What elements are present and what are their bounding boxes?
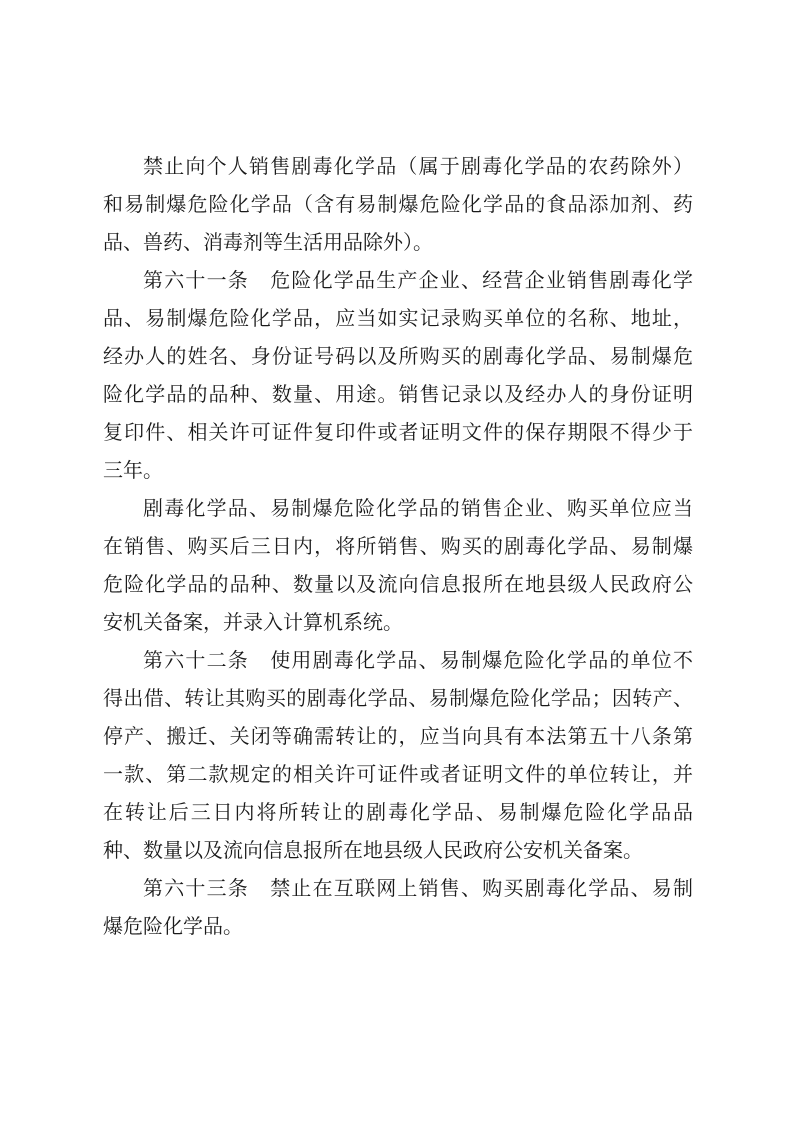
paragraph-line: 得出借、转让其购买的剧毒化学品、易制爆危险化学品；因转产、 [103,686,693,710]
paragraph-line: 在销售、购买后三日内，将所销售、购买的剧毒化学品、易制爆 [103,534,693,558]
paragraph-line: 第六十二条 使用剧毒化学品、易制爆危险化学品的单位不 [143,648,693,672]
paragraph-line: 品、兽药、消毒剂等生活用品除外）。 [103,230,433,254]
paragraph-line: 险化学品的品种、数量、用途。销售记录以及经办人的身份证明 [103,382,693,406]
paragraph-line: 爆危险化学品。 [103,914,243,938]
paragraph-line: 剧毒化学品、易制爆危险化学品的销售企业、购买单位应当 [143,496,693,520]
document-body [103,147,693,945]
paragraph-line: 三年。 [103,458,163,482]
paragraph-line: 第六十一条 危险化学品生产企业、经营企业销售剧毒化学 [143,268,693,292]
paragraph-line: 复印件、相关许可证件复印件或者证明文件的保存期限不得少于 [103,420,693,444]
paragraph-line: 种、数量以及流向信息报所在地县级人民政府公安机关备案。 [103,838,643,862]
paragraph-article-63 [103,869,693,945]
paragraph-line: 禁止向个人销售剧毒化学品（属于剧毒化学品的农药除外） [143,154,693,178]
paragraph-line: 一款、第二款规定的相关许可证件或者证明文件的单位转让，并 [103,762,693,786]
paragraph-article-61 [103,261,693,489]
paragraph-article-62 [103,641,693,869]
paragraph-line: 品、易制爆危险化学品，应当如实记录购买单位的名称、地址， [103,306,693,330]
paragraph-line: 经办人的姓名、身份证号码以及所购买的剧毒化学品、易制爆危 [103,344,693,368]
paragraph-sales-record-filing [103,489,693,641]
paragraph-line: 安机关备案，并录入计算机系统。 [103,610,403,634]
paragraph-line: 和易制爆危险化学品（含有易制爆危险化学品的食品添加剂、药 [103,192,693,216]
paragraph-line: 第六十三条 禁止在互联网上销售、购买剧毒化学品、易制 [143,876,693,900]
paragraph-sales-prohibition [103,147,693,261]
paragraph-line: 停产、搬迁、关闭等确需转让的，应当向具有本法第五十八条第 [103,724,693,748]
paragraph-line: 危险化学品的品种、数量以及流向信息报所在地县级人民政府公 [103,572,693,596]
paragraph-line: 在转让后三日内将所转让的剧毒化学品、易制爆危险化学品品 [103,800,693,824]
